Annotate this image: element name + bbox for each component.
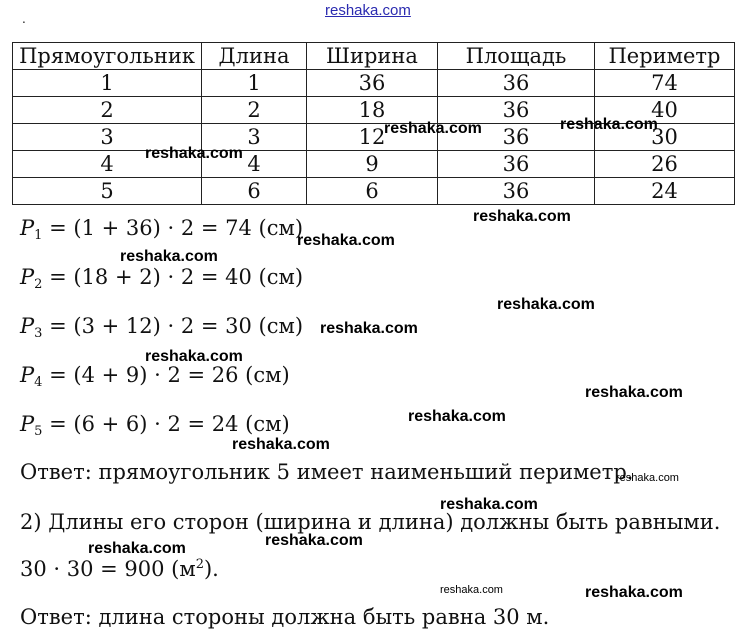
watermark: reshaka.com [560,116,658,133]
watermark: reshaka.com [440,584,503,596]
table-cell: 2 [202,97,307,124]
table-cell: 4 [202,151,307,178]
watermark: reshaka.com [616,472,679,484]
watermark: reshaka.com [145,348,243,365]
table-cell: 36 [438,178,595,205]
table-cell: 6 [307,178,438,205]
watermark: reshaka.com [232,436,330,453]
table-cell: 4 [13,151,202,178]
formula-p3: $P_3 = (3 + 12) \cdot 2 = 30$ (см) [20,314,304,341]
table-cell: 74 [595,70,735,97]
header-width: Ширина [307,43,438,70]
formula-p4: $P_4 = (4 + 9) \cdot 2 = 26$ (см) [20,363,290,390]
header-length: Длина [202,43,307,70]
table-cell: 24 [595,178,735,205]
table-cell: 2 [13,97,202,124]
answer-2: Ответ: длина стороны должна быть равна 30 м. [20,605,550,629]
table-cell: 1 [13,70,202,97]
watermark: reshaka.com [297,232,395,249]
table-cell: 18 [307,97,438,124]
table-cell: 3 [13,124,202,151]
table-cell: 36 [438,151,595,178]
table-row [13,70,735,97]
table-cell: 36 [438,124,595,151]
table-cell: 12 [307,124,438,151]
formula-p5: $P_5 = (6 + 6) \cdot 2 = 24$ (см) [20,412,290,439]
table-cell: 36 [307,70,438,97]
watermark: reshaka.com [497,296,595,313]
table-cell: 36 [438,97,595,124]
table-row [13,178,735,205]
table-cell: 5 [13,178,202,205]
watermark: reshaka.com [473,208,571,225]
part-2-statement: 2) Длины его сторон (ширина и длина) должны быть равными. [20,510,721,534]
table-header-row [13,43,735,70]
header-area: Площадь [438,43,595,70]
formula-p2: $P_2 = (18 + 2) \cdot 2 = 40$ (см) [20,265,304,292]
table-cell: 36 [438,70,595,97]
table-cell: 26 [595,151,735,178]
site-link[interactable]: reshaka.com [325,2,411,19]
answer-1: Ответ: прямоугольник 5 имеет наименьший периметр. [20,460,634,484]
watermark: reshaka.com [440,496,538,513]
watermark: reshaka.com [408,408,506,425]
watermark: reshaka.com [585,584,683,601]
header-perimeter: Периметр [595,43,735,70]
watermark: reshaka.com [265,532,363,549]
table-cell: 1 [202,70,307,97]
watermark: reshaka.com [145,145,243,162]
watermark: reshaka.com [384,120,482,137]
area-formula: 30 · 30 = 900 $(м^2)$. [20,557,219,581]
header-rectangle: Прямоугольник [13,43,202,70]
table-cell: 3 [202,124,307,151]
watermark: reshaka.com [120,248,218,265]
formula-p1: $P_1 = (1 + 36) \cdot 2 = 74$ (см) [20,216,304,243]
watermark: reshaka.com [320,320,418,337]
table-cell: 40 [595,97,735,124]
table-cell: 6 [202,178,307,205]
table-cell: 9 [307,151,438,178]
table-cell: 30 [595,124,735,151]
watermark: reshaka.com [88,540,186,557]
table-row [13,151,735,178]
watermark: reshaka.com [585,384,683,401]
stray-dot: . [22,12,26,26]
